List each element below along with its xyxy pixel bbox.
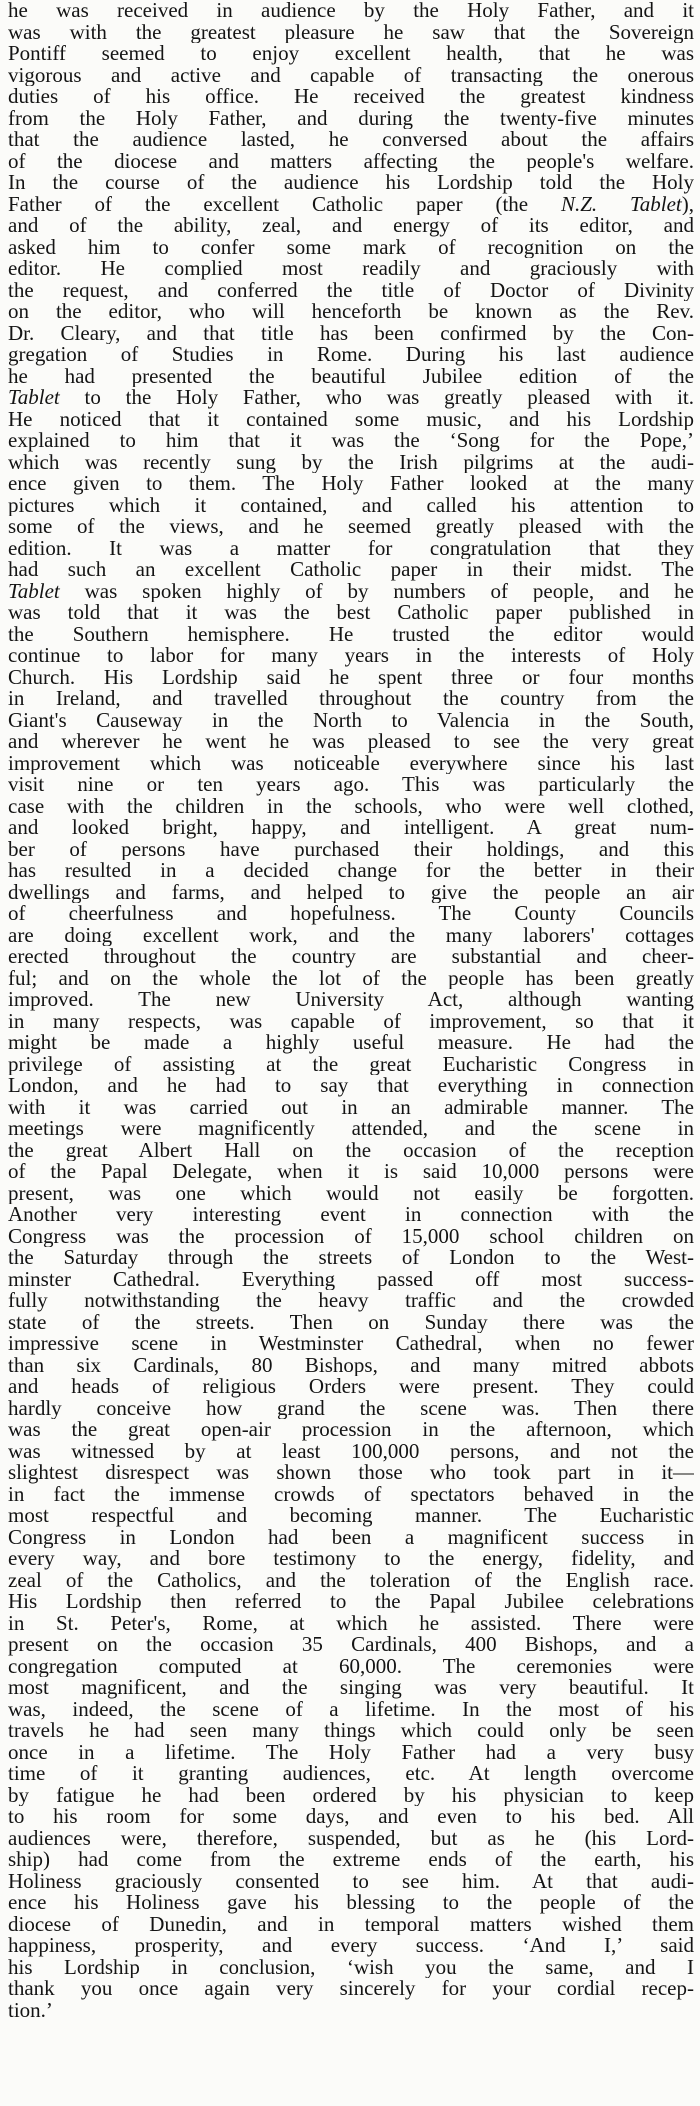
article-line: present on the occasion 35 Cardinals, 400 Bishops, and a [8, 1634, 694, 1656]
article-line: edition. It was a matter for congratulation that they [8, 537, 694, 559]
article-line: has resulted in a decided change for the better in their [8, 860, 694, 882]
article-line: Tablet to the Holy Father, who was greatly pleased with it. [8, 387, 694, 409]
article-line: ence given to them. The Holy Father looked at the many [8, 473, 694, 495]
article-line: dwellings and farms, and helped to give the people an air [8, 881, 694, 903]
article-line: the Southern hemisphere. He trusted the editor would [8, 623, 694, 645]
article-line: Pontiff seemed to enjoy excellent health, that he was [8, 43, 694, 65]
article-line: every way, and bore testimony to the energy, fidelity, and [8, 1548, 694, 1570]
article-line: duties of his office. He received the greatest kindness [8, 86, 694, 108]
article-line: Another very interesting event in connection with the [8, 1204, 694, 1226]
article-line: most magnificent, and the singing was very beautiful. It [8, 1677, 694, 1699]
article-line: audiences were, therefore, suspended, but as he (his Lord- [8, 1827, 694, 1849]
article-line: minster Cathedral. Everything passed off most success- [8, 1268, 694, 1290]
article-line: of the diocese and matters affecting the people's welfare. [8, 150, 694, 172]
article-line: on the editor, who will henceforth be known as the Rev. [8, 301, 694, 323]
article-line: present, was one which would not easily be forgotten. [8, 1182, 694, 1204]
article-line: pictures which it contained, and called his attention to [8, 494, 694, 516]
article-line: was with the greatest pleasure he saw that the Sovereign [8, 21, 694, 43]
article-line: vigorous and active and capable of transacting the onerous [8, 64, 694, 86]
article-line: fully notwithstanding the heavy traffic and the crowded [8, 1290, 694, 1312]
article-line: which was recently sung by the Irish pilgrims at the audi- [8, 451, 694, 473]
article-line: zeal of the Catholics, and the toleration of the English race. [8, 1569, 694, 1591]
article-line: ful; and on the whole the lot of the people has been greatly [8, 967, 694, 989]
article-line: improved. The new University Act, although wanting [8, 989, 694, 1011]
article-line: with it was carried out in an admirable manner. The [8, 1096, 694, 1118]
article-line: are doing excellent work, and the many laborers' cottages [8, 924, 694, 946]
article-line: hardly conceive how grand the scene was. Then there [8, 1397, 694, 1419]
article-line: in many respects, was capable of improvement, so that it [8, 1010, 694, 1032]
article-line: most respectful and becoming manner. The Eucharistic [8, 1505, 694, 1527]
article-line: visit nine or ten years ago. This was particularly the [8, 774, 694, 796]
article-line: time of it granting audiences, etc. At length overcome [8, 1763, 694, 1785]
article-line: thank you once again very sincerely for your cordial recep- [8, 1978, 694, 2000]
article-line: meetings were magnificently attended, and the scene in [8, 1118, 694, 1140]
article-line: once in a lifetime. The Holy Father had a very busy [8, 1741, 694, 1763]
article-line: in fact the immense crowds of spectators behaved in the [8, 1483, 694, 1505]
article-line: he had presented the beautiful Jubilee edition of the [8, 365, 694, 387]
article-line: slightest disrespect was shown those who took part in it— [8, 1462, 694, 1484]
article-line: Tablet was spoken highly of by numbers of people, and he [8, 580, 694, 602]
article-line: by fatigue he had been ordered by his physician to keep [8, 1784, 694, 1806]
article-line: to his room for some days, and even to his bed. All [8, 1806, 694, 1828]
article-line: gregation of Studies in Rome. During his last audience [8, 344, 694, 366]
article-line: congregation computed at 60,000. The ceremonies were [8, 1655, 694, 1677]
article-line: London, and he had to say that everything in connection [8, 1075, 694, 1097]
article-line: and looked bright, happy, and intelligent. A great num- [8, 817, 694, 839]
article-line: was told that it was the best Catholic paper published in [8, 602, 694, 624]
article-line: might be made a highly useful measure. He had the [8, 1032, 694, 1054]
article-line: state of the streets. Then on Sunday there was the [8, 1311, 694, 1333]
article-line: In the course of the audience his Lordship told the Holy [8, 172, 694, 194]
article-line: the request, and conferred the title of Doctor of Divinity [8, 279, 694, 301]
article-line: and wherever he went he was pleased to see the very great [8, 731, 694, 753]
article-line: Giant's Causeway in the North to Valencia in the South, [8, 709, 694, 731]
article-line: Dr. Cleary, and that title has been confirmed by the Con- [8, 322, 694, 344]
article-line: Congress in London had been a magnificent success in [8, 1526, 694, 1548]
article-line: and of the ability, zeal, and energy of its editor, and [8, 215, 694, 237]
article-line: diocese of Dunedin, and in temporal matters wished them [8, 1913, 694, 1935]
article-line: travels he had seen many things which could only be seen [8, 1720, 694, 1742]
article-line: Church. His Lordship said he spent three or four months [8, 666, 694, 688]
article-line: ber of persons have purchased their holdings, and this [8, 838, 694, 860]
article-line: he was received in audience by the Holy Father, and it [8, 0, 694, 22]
article-line: was witnessed by at least 100,000 persons, and not the [8, 1440, 694, 1462]
article-line: asked him to confer some mark of recognition on the [8, 236, 694, 258]
article-line: the great Albert Hall on the occasion of the reception [8, 1139, 694, 1161]
article-line: the Saturday through the streets of London to the West- [8, 1247, 694, 1269]
article-line: erected throughout the country are substantial and cheer- [8, 946, 694, 968]
article-line: His Lordship then referred to the Papal Jubilee celebrations [8, 1591, 694, 1613]
article-line: ence his Holiness gave his blessing to the people of the [8, 1892, 694, 1914]
article-line: that the audience lasted, he conversed about the affairs [8, 129, 694, 151]
article-line: happiness, prosperity, and every success. ‘And I,’ said [8, 1935, 694, 1957]
article-line: editor. He complied most readily and graciously with [8, 258, 694, 280]
article-line: of cheerfulness and hopefulness. The County Councils [8, 903, 694, 925]
article-line: in St. Peter's, Rome, at which he assisted. There were [8, 1612, 694, 1634]
article-line: improvement which was noticeable everywhere since his last [8, 752, 694, 774]
article-line: privilege of assisting at the great Eucharistic Congress in [8, 1053, 694, 1075]
article-line: He noticed that it contained some music, and his Lordship [8, 408, 694, 430]
article-line: was the great open-air procession in the afternoon, which [8, 1419, 694, 1441]
article-line: case with the children in the schools, who were well clothed, [8, 795, 694, 817]
article-line: ship) had come from the extreme ends of the earth, his [8, 1849, 694, 1871]
article-line: Father of the excellent Catholic paper (the N.Z. Tablet), [8, 193, 694, 215]
article-line: than six Cardinals, 80 Bishops, and many mitred abbots [8, 1354, 694, 1376]
article-line: in Ireland, and travelled throughout the country from the [8, 688, 694, 710]
article-line: explained to him that it was the ‘Song for the Pope,’ [8, 430, 694, 452]
article-line: Congress was the procession of 15,000 school children on [8, 1225, 694, 1247]
article-line: Holiness graciously consented to see him. At that audi- [8, 1870, 694, 1892]
article-column [8, 0, 694, 2021]
article-line: his Lordship in conclusion, ‘wish you the same, and I [8, 1956, 694, 1978]
article-line: and heads of religious Orders were present. They could [8, 1376, 694, 1398]
article-line: was, indeed, the scene of a lifetime. In the most of his [8, 1698, 694, 1720]
article-line: some of the views, and he seemed greatly pleased with the [8, 516, 694, 538]
article-line: of the Papal Delegate, when it is said 10,000 persons were [8, 1161, 694, 1183]
article-line: had such an excellent Catholic paper in their midst. The [8, 559, 694, 581]
article-line: impressive scene in Westminster Cathedral, when no fewer [8, 1333, 694, 1355]
article-line: from the Holy Father, and during the twenty-five minutes [8, 107, 694, 129]
article-line: continue to labor for many years in the interests of Holy [8, 645, 694, 667]
article-line: tion.’ [8, 1999, 53, 2021]
